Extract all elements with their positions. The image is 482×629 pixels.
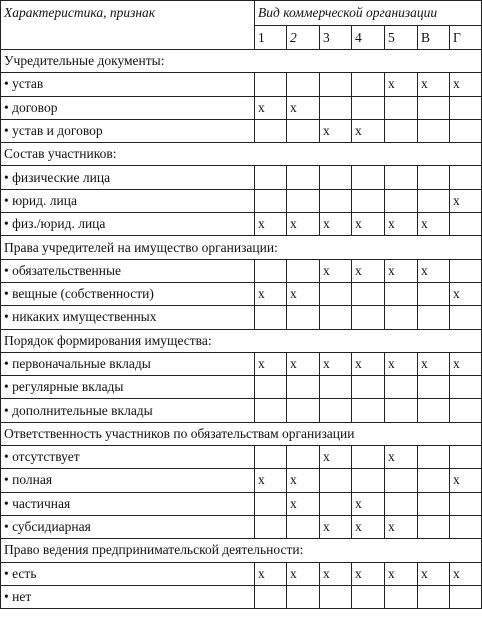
mark-cell: x [255, 213, 287, 236]
mark-cell [450, 399, 482, 422]
section-row [1, 236, 482, 259]
mark-cell [385, 469, 418, 492]
mark-cell [385, 166, 418, 189]
mark-cell [418, 585, 450, 608]
mark-cell [385, 119, 418, 142]
row-label: • никаких имущественных [1, 306, 255, 329]
mark-cell: x [450, 189, 482, 212]
table-row [1, 119, 482, 142]
mark-cell: x [320, 562, 352, 585]
mark-cell [287, 515, 320, 538]
row-label: • регулярные вклады [1, 376, 255, 399]
mark-cell: x [418, 562, 450, 585]
mark-cell [385, 189, 418, 212]
mark-cell [352, 306, 385, 329]
section-title: Право ведения предпринимательской деятельности: [1, 539, 482, 562]
mark-cell [450, 96, 482, 119]
mark-cell: x [287, 282, 320, 305]
mark-cell: x [255, 96, 287, 119]
mark-cell: x [255, 282, 287, 305]
mark-cell: x [450, 352, 482, 375]
mark-cell [418, 96, 450, 119]
table-row [1, 376, 482, 399]
mark-cell: x [352, 259, 385, 282]
mark-cell: x [418, 259, 450, 282]
row-label: • частичная [1, 492, 255, 515]
mark-cell [320, 306, 352, 329]
mark-cell [418, 446, 450, 469]
mark-cell [255, 306, 287, 329]
mark-cell [255, 119, 287, 142]
mark-cell: x [352, 515, 385, 538]
mark-cell: x [287, 562, 320, 585]
mark-cell: x [287, 352, 320, 375]
row-label: • обязательственные [1, 259, 255, 282]
table-row [1, 492, 482, 515]
mark-cell [287, 119, 320, 142]
table-row [1, 515, 482, 538]
mark-cell [255, 166, 287, 189]
row-label: • субсидиарная [1, 515, 255, 538]
header-org-type: Вид коммерческой организации [255, 1, 482, 26]
table-body [1, 1, 482, 609]
section-title: Учредительные документы: [1, 50, 482, 73]
mark-cell: x [385, 213, 418, 236]
section-title: Порядок формирования имущества: [1, 329, 482, 352]
row-label: • первоначальные вклады [1, 352, 255, 375]
mark-cell [287, 166, 320, 189]
mark-cell [352, 166, 385, 189]
table-row [1, 73, 482, 96]
table-row [1, 189, 482, 212]
mark-cell: x [385, 515, 418, 538]
mark-cell [255, 446, 287, 469]
mark-cell [418, 166, 450, 189]
mark-cell: x [352, 119, 385, 142]
mark-cell [352, 282, 385, 305]
row-label: • отсутствует [1, 446, 255, 469]
table-row [1, 469, 482, 492]
header-row [1, 1, 482, 26]
header-characteristic: Характеристика, признак [1, 1, 255, 50]
mark-cell [320, 73, 352, 96]
row-label: • физические лица [1, 166, 255, 189]
mark-cell [450, 213, 482, 236]
mark-cell: x [418, 73, 450, 96]
mark-cell [450, 446, 482, 469]
mark-cell: x [418, 213, 450, 236]
mark-cell: x [287, 213, 320, 236]
mark-cell: x [450, 562, 482, 585]
table-row [1, 96, 482, 119]
table-row [1, 562, 482, 585]
mark-cell: x [255, 469, 287, 492]
mark-cell [352, 73, 385, 96]
mark-cell: x [385, 352, 418, 375]
mark-cell [320, 585, 352, 608]
mark-cell: x [352, 492, 385, 515]
mark-cell: x [352, 213, 385, 236]
row-label: • договор [1, 96, 255, 119]
mark-cell [320, 282, 352, 305]
section-row [1, 422, 482, 445]
mark-cell: x [385, 562, 418, 585]
mark-cell [320, 492, 352, 515]
table-row [1, 446, 482, 469]
mark-cell [352, 399, 385, 422]
section-row [1, 50, 482, 73]
mark-cell: x [450, 73, 482, 96]
mark-cell [450, 119, 482, 142]
mark-cell [255, 492, 287, 515]
mark-cell [287, 189, 320, 212]
mark-cell [287, 399, 320, 422]
mark-cell: x [320, 213, 352, 236]
mark-cell: x [287, 469, 320, 492]
mark-cell: x [255, 562, 287, 585]
row-label: • полная [1, 469, 255, 492]
mark-cell [320, 189, 352, 212]
mark-cell [418, 306, 450, 329]
mark-cell [418, 189, 450, 212]
mark-cell [320, 166, 352, 189]
column-number: 3 [320, 26, 352, 50]
mark-cell: x [352, 352, 385, 375]
mark-cell: x [450, 469, 482, 492]
row-label: • устав [1, 73, 255, 96]
row-label: • устав и договор [1, 119, 255, 142]
mark-cell: x [450, 282, 482, 305]
mark-cell [352, 96, 385, 119]
column-number: 4 [352, 26, 385, 50]
table-row [1, 259, 482, 282]
mark-cell: x [287, 492, 320, 515]
mark-cell [352, 376, 385, 399]
mark-cell [385, 376, 418, 399]
row-label: • юрид. лица [1, 189, 255, 212]
mark-cell [418, 515, 450, 538]
row-label: • дополнительные вклады [1, 399, 255, 422]
mark-cell [385, 96, 418, 119]
mark-cell [385, 585, 418, 608]
table-row [1, 213, 482, 236]
mark-cell [450, 166, 482, 189]
mark-cell [418, 469, 450, 492]
mark-cell: x [320, 515, 352, 538]
table-row [1, 585, 482, 608]
mark-cell [320, 469, 352, 492]
mark-cell [418, 492, 450, 515]
column-number: 5 [385, 26, 418, 50]
row-label: • есть [1, 562, 255, 585]
mark-cell [385, 399, 418, 422]
table-row [1, 399, 482, 422]
mark-cell [287, 446, 320, 469]
mark-cell [255, 73, 287, 96]
mark-cell [287, 376, 320, 399]
mark-cell [385, 306, 418, 329]
row-label: • вещные (собственности) [1, 282, 255, 305]
mark-cell [287, 73, 320, 96]
mark-cell [450, 306, 482, 329]
column-number: 2 [287, 26, 320, 50]
mark-cell [352, 446, 385, 469]
column-number: В [418, 26, 450, 50]
mark-cell: x [352, 562, 385, 585]
table-row [1, 166, 482, 189]
mark-cell [255, 585, 287, 608]
row-label: • физ./юрид. лица [1, 213, 255, 236]
mark-cell: x [385, 446, 418, 469]
row-label: • нет [1, 585, 255, 608]
mark-cell: x [385, 73, 418, 96]
mark-cell: x [255, 352, 287, 375]
mark-cell [450, 376, 482, 399]
column-number: 1 [255, 26, 287, 50]
mark-cell [352, 585, 385, 608]
section-title: Ответственность участников по обязательствам организации [1, 422, 482, 445]
mark-cell [352, 189, 385, 212]
mark-cell: x [320, 259, 352, 282]
mark-cell [320, 96, 352, 119]
section-row [1, 539, 482, 562]
mark-cell [450, 492, 482, 515]
mark-cell: x [287, 96, 320, 119]
column-number: Г [450, 26, 482, 50]
mark-cell [418, 119, 450, 142]
mark-cell [450, 515, 482, 538]
mark-cell [287, 585, 320, 608]
mark-cell [450, 259, 482, 282]
section-title: Состав участников: [1, 143, 482, 166]
mark-cell [450, 585, 482, 608]
mark-cell: x [418, 352, 450, 375]
table-row [1, 306, 482, 329]
mark-cell [320, 399, 352, 422]
section-title: Права учредителей на имущество организации: [1, 236, 482, 259]
mark-cell: x [320, 352, 352, 375]
mark-cell: x [385, 259, 418, 282]
mark-cell [255, 399, 287, 422]
mark-cell [418, 282, 450, 305]
mark-cell [385, 282, 418, 305]
section-row [1, 143, 482, 166]
mark-cell [418, 399, 450, 422]
table-row [1, 352, 482, 375]
mark-cell [418, 376, 450, 399]
mark-cell [287, 259, 320, 282]
section-row [1, 329, 482, 352]
mark-cell [287, 306, 320, 329]
mark-cell [255, 376, 287, 399]
mark-cell [255, 515, 287, 538]
mark-cell [255, 189, 287, 212]
mark-cell [255, 259, 287, 282]
mark-cell: x [320, 119, 352, 142]
mark-cell [385, 492, 418, 515]
mark-cell: x [320, 446, 352, 469]
table-row [1, 282, 482, 305]
mark-cell [352, 469, 385, 492]
mark-cell [320, 376, 352, 399]
